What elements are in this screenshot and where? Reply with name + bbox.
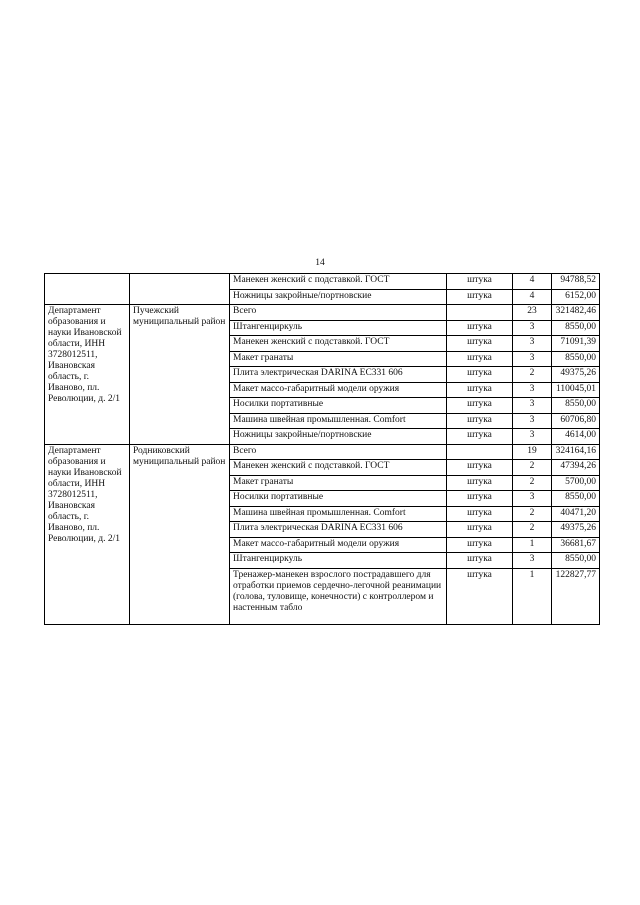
item-name: Макет гранаты: [230, 475, 447, 491]
item-name: Плита электрическая DARINA EC331 606: [230, 522, 447, 538]
item-unit: штука: [447, 289, 513, 305]
item-name: Носилки портативные: [230, 398, 447, 414]
item-quantity: 2: [513, 506, 552, 522]
item-price: 49375,26: [552, 522, 600, 538]
item-unit: штука: [447, 398, 513, 414]
item-price: 47394,26: [552, 460, 600, 476]
item-name: Всего: [230, 305, 447, 321]
item-price: 122827,77: [552, 568, 600, 624]
item-price: 8550,00: [552, 553, 600, 569]
item-name: Манекен женский с подставкой. ГОСТ: [230, 460, 447, 476]
item-name: Макет массо-габаритный модели оружия: [230, 382, 447, 398]
item-price: 110045,01: [552, 382, 600, 398]
item-name: Штангенциркуль: [230, 553, 447, 569]
item-quantity: 3: [513, 553, 552, 569]
item-unit: штука: [447, 274, 513, 290]
item-price: 321482,46: [552, 305, 600, 321]
district-cell: Пучежский муниципальный район: [130, 305, 230, 445]
item-price: 4614,00: [552, 429, 600, 445]
item-quantity: 2: [513, 475, 552, 491]
item-unit: штука: [447, 382, 513, 398]
item-name: Ножницы закройные/портновские: [230, 289, 447, 305]
item-name: Макет гранаты: [230, 351, 447, 367]
item-unit: штука: [447, 553, 513, 569]
item-unit: штука: [447, 429, 513, 445]
district-cell: Родниковский муниципальный район: [130, 444, 230, 624]
item-quantity: 23: [513, 305, 552, 321]
organization-cell: Департамент образования и науки Ивановской области, ИНН 3728012511, Ивановская область, г. Иваново, пл. Революции, д. 2/1: [45, 444, 130, 624]
item-quantity: 2: [513, 460, 552, 476]
item-quantity: 3: [513, 398, 552, 414]
item-name: Машина швейная промышленная. Comfort: [230, 413, 447, 429]
item-unit: штука: [447, 336, 513, 352]
item-price: 40471,20: [552, 506, 600, 522]
item-unit: штука: [447, 568, 513, 624]
organization-cell: Департамент образования и науки Ивановской области, ИНН 3728012511, Ивановская область, г. Иваново, пл. Революции, д. 2/1: [45, 305, 130, 445]
item-unit: [447, 444, 513, 460]
item-price: 5700,00: [552, 475, 600, 491]
item-quantity: 3: [513, 336, 552, 352]
item-name: Манекен женский с подставкой. ГОСТ: [230, 336, 447, 352]
item-price: 8550,00: [552, 351, 600, 367]
item-name: Всего: [230, 444, 447, 460]
item-name: Носилки портативные: [230, 491, 447, 507]
item-price: 71091,39: [552, 336, 600, 352]
item-price: 36681,67: [552, 537, 600, 553]
item-quantity: 4: [513, 289, 552, 305]
item-price: 6152,00: [552, 289, 600, 305]
item-quantity: 3: [513, 320, 552, 336]
item-price: 324164,16: [552, 444, 600, 460]
item-price: 8550,00: [552, 398, 600, 414]
item-unit: штука: [447, 367, 513, 383]
item-price: 8550,00: [552, 491, 600, 507]
item-unit: штука: [447, 506, 513, 522]
item-unit: штука: [447, 413, 513, 429]
page-number: 14: [315, 258, 325, 268]
item-price: 94788,52: [552, 274, 600, 290]
item-unit: штука: [447, 351, 513, 367]
item-unit: штука: [447, 320, 513, 336]
item-quantity: 2: [513, 367, 552, 383]
item-price: 49375,26: [552, 367, 600, 383]
item-unit: штука: [447, 522, 513, 538]
item-unit: штука: [447, 537, 513, 553]
item-unit: штука: [447, 475, 513, 491]
item-quantity: 3: [513, 413, 552, 429]
table-row-total: [45, 444, 600, 460]
district-cell-empty: [130, 274, 230, 305]
item-unit: [447, 305, 513, 321]
item-quantity: 1: [513, 568, 552, 624]
item-unit: штука: [447, 491, 513, 507]
item-quantity: 3: [513, 382, 552, 398]
equipment-distribution-table: [44, 273, 600, 625]
table-row-total: [45, 305, 600, 321]
item-quantity: 4: [513, 274, 552, 290]
item-unit: штука: [447, 460, 513, 476]
item-quantity: 19: [513, 444, 552, 460]
item-name: Макет массо-габаритный модели оружия: [230, 537, 447, 553]
item-name: Тренажер-манекен взрослого пострадавшего для отработки приемов сердечно-легочной реанимации (голова, туловище, конечности) с контроллером и настенным табло: [230, 568, 447, 624]
item-quantity: 1: [513, 537, 552, 553]
item-quantity: 2: [513, 522, 552, 538]
item-quantity: 3: [513, 491, 552, 507]
item-name: Машина швейная промышленная. Comfort: [230, 506, 447, 522]
item-name: Манекен женский с подставкой. ГОСТ: [230, 274, 447, 290]
table-row: [45, 274, 600, 290]
item-name: Штангенциркуль: [230, 320, 447, 336]
item-quantity: 3: [513, 429, 552, 445]
item-price: 60706,80: [552, 413, 600, 429]
item-quantity: 3: [513, 351, 552, 367]
item-name: Плита электрическая DARINA EC331 606: [230, 367, 447, 383]
org-cell-empty: [45, 274, 130, 305]
item-price: 8550,00: [552, 320, 600, 336]
item-name: Ножницы закройные/портновские: [230, 429, 447, 445]
